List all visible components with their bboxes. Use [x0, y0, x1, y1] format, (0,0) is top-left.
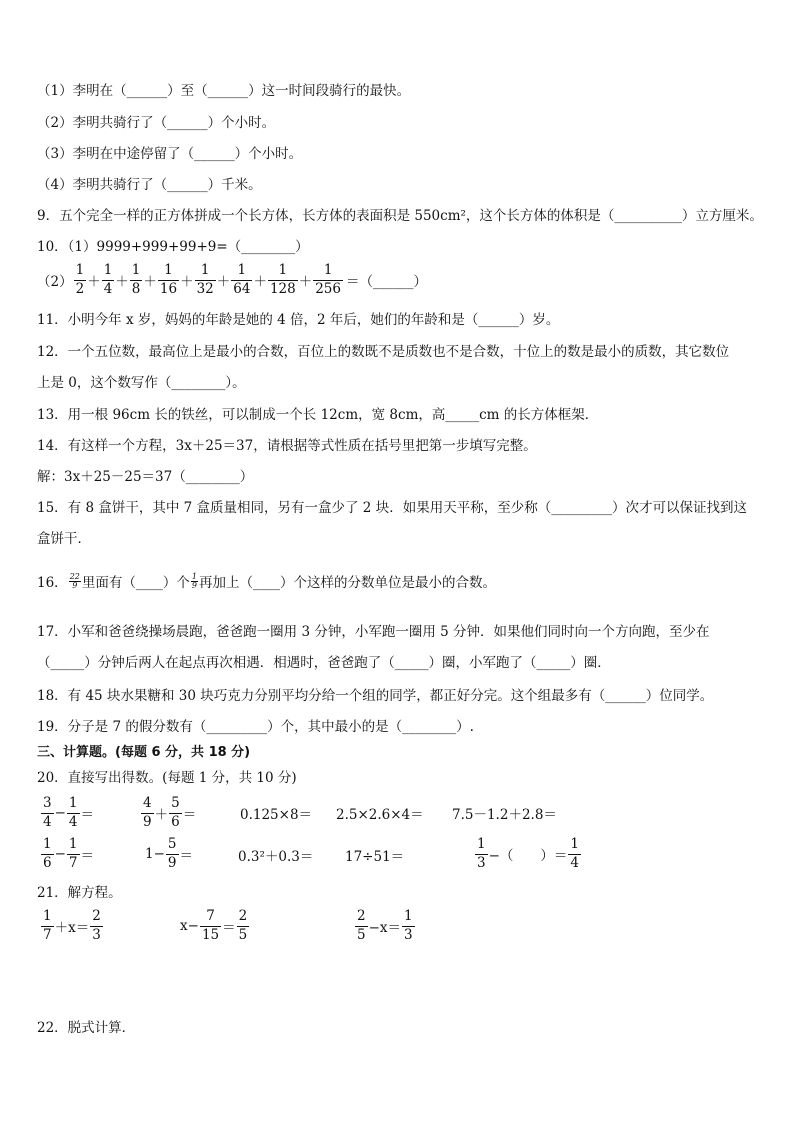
- question-14: 14．有这样一个方程，3x＋25＝37，请根据等式性质在括号里把第一步填写完整。: [37, 438, 537, 454]
- fraction: $\frac{1}{128}$: [269, 262, 296, 297]
- question-10-part-1: 10．（1）9999+999+99+9=（________）: [37, 239, 309, 255]
- small-fraction: 1 9: [191, 571, 197, 590]
- question-9: 9．五个完全一样的正方体拼成一个长方体，长方体的表面积是 550cm²，这个长方体的体积是（__________）立方厘米。: [37, 208, 763, 224]
- small-fraction: 22 9: [69, 571, 80, 590]
- q10-part2-prefix: （2）: [37, 274, 73, 290]
- fraction: $\frac{1}{256}$: [315, 262, 341, 297]
- q20-expr-6: $\frac{1}{6}$ − $\frac{1}{7}$ ＝: [43, 836, 94, 871]
- q20-expr-10: $\frac{1}{3}$ −（ ）＝ $\frac{1}{4}$: [477, 836, 579, 871]
- fraction: $\frac{1}{8}$: [131, 262, 141, 297]
- question-16: [37, 571, 496, 591]
- section-3-heading: 三、计算题。(每题 6 分，共 18 分): [37, 745, 251, 760]
- q20-expr-8: 0.3²＋0.3＝: [238, 849, 314, 865]
- question-8-part-4: （4）李明共骑行了（______）千米。: [37, 177, 262, 193]
- q20-expr-1: $\frac{3}{4}$ − $\frac{1}{4}$ ＝: [43, 795, 94, 830]
- question-8-part-1: （1）李明在（______）至（______）这一时间段骑行的最快。: [37, 83, 411, 99]
- question-21: 21．解方程。: [37, 885, 122, 901]
- question-17-line-2: （_____）分钟后两人在起点再次相遇．相遇时，爸爸跑了（_____）圈，小军跑了（_____）圈．: [37, 655, 611, 671]
- question-8-part-3: （3）李明在中途停留了（______）个小时。: [37, 146, 303, 162]
- q16-text-2: 再加上（____）个这样的分数单位是最小的合数。: [198, 575, 496, 591]
- fraction: $\frac{1}{16}$: [159, 262, 178, 297]
- fraction: $\frac{1}{64}$: [233, 262, 251, 297]
- q16-number: 16．: [37, 575, 68, 591]
- q21-equation-3: $\frac{2}{5}$ −x＝ $\frac{1}{3}$: [357, 908, 413, 943]
- question-13: 13．用一根 96cm 长的铁丝，可以制成一个长 12cm，宽 8cm，高_____cm 的长方体框架．: [37, 407, 599, 423]
- fraction: $\frac{1}{4}$: [103, 262, 113, 297]
- question-12-line-1: 12．一个五位数，最高位上是最小的合数，百位上的数既不是质数也不是合数，十位上的数是最小的质数，其它数位: [37, 344, 730, 360]
- q20-expr-3: 0.125×8＝: [240, 807, 313, 823]
- question-15-line-2: 盒饼干．: [37, 531, 91, 547]
- q16-text-1: 里面有（____）个: [81, 575, 190, 591]
- question-19: 19．分子是 7 的假分数有（_________）个，其中最小的是（________）.: [37, 719, 474, 735]
- q20-expr-2: $\frac{4}{9}$ ＋ $\frac{5}{6}$ ＝: [143, 795, 197, 830]
- question-15-line-1: 15．有 8 盒饼干，其中 7 盒质量相同，另有一盒少了 2 块．如果用天平称，至少称（_________）次才可以保证找到这: [37, 500, 747, 516]
- question-10-part-2: （2） $\frac{1}{2}$ ＋ $\frac{1}{4}$ ＋ $\frac{1}{8}$ ＋ $\frac{1}{16}$ ＋ $\frac{1}{32}$ ＋ $\frac{1}{64}$ ＋ $\frac{1}{128}$ ＋ $\frac{1}{256}$ ＝（______）: [37, 262, 427, 297]
- q20-expr-7: 1− $\frac{5}{9}$ ＝: [145, 836, 193, 871]
- question-20: 20．直接写出得数。(每题 1 分，共 10 分): [37, 770, 297, 786]
- q20-expr-5: 7.5－1.2＋2.8＝: [452, 807, 557, 823]
- question-18: 18．有 45 块水果糖和 30 块巧克力分别平均分给一个组的同学，都正好分完。这个组最多有（______）位同学。: [37, 688, 714, 704]
- q21-equation-2: x− $\frac{7}{15}$ ＝ $\frac{2}{5}$: [180, 908, 248, 943]
- question-12-line-2: 上是 0，这个数写作（________）。: [37, 375, 246, 391]
- question-17-line-1: 17．小军和爸爸绕操场晨跑，爸爸跑一圈用 3 分钟，小军跑一圈用 5 分钟．如果他们同时向一个方向跑，至少在: [37, 624, 710, 640]
- q21-equation-1: $\frac{1}{7}$ ＋x＝ $\frac{2}{3}$: [43, 908, 101, 943]
- q10-part2-answer: ＝（______）: [346, 274, 427, 290]
- q20-expr-4: 2.5×2.6×4＝: [336, 807, 424, 823]
- question-14-solution: 解：3x＋25－25＝37（________）: [37, 469, 254, 485]
- q20-expr-9: 17÷51＝: [345, 849, 405, 865]
- question-22: 22．脱式计算．: [37, 1020, 136, 1036]
- fraction: $\frac{1}{2}$: [75, 262, 85, 297]
- question-8-part-2: （2）李明共骑行了（______）个小时。: [37, 115, 276, 131]
- question-11: 11．小明今年 x 岁，妈妈的年龄是她的 4 倍，2 年后，她们的年龄和是（______）岁。: [37, 312, 560, 328]
- fraction: $\frac{1}{32}$: [196, 262, 214, 297]
